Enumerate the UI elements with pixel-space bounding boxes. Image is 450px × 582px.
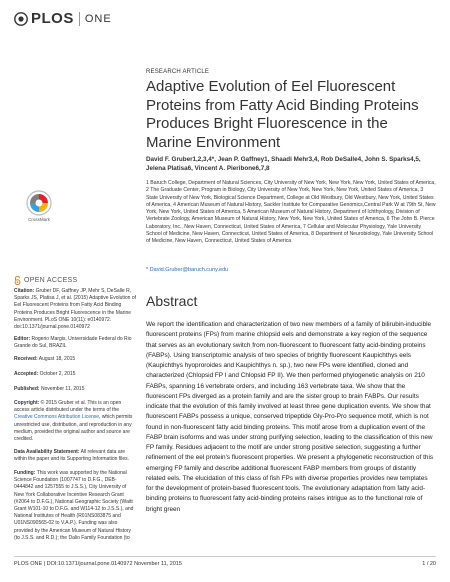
citation-label: Citation:: [14, 288, 35, 294]
received-block: [14, 356, 136, 363]
data-availability-label: Data Availability Statement:: [14, 449, 80, 455]
accepted-date: October 2, 2015: [39, 371, 76, 377]
received-label: Received:: [14, 356, 38, 362]
article-title: Adaptive Evolution of Eel Fluorescent Proteins from Fatty Acid Binding Proteins Produces Bright Fluorescence in the Marine Environment: [146, 78, 419, 151]
footer-divider: [14, 556, 436, 557]
copyright-text-post: , which permits unrestricted use, distribution, and reproduction in any medium, provided the original author and source are credited.: [14, 414, 133, 443]
abstract-body: We report the identification and characterization of two new members of a family of bilirubin-inducible fluorescent proteins (FPs) from marine chlopsid eels and demonstrate a key region of the sequence that serves as an evolutionary switch from non-fluorescent to fluorescent fatty acid-binding proteins (FABPs). Using transcriptomic analysis of two species of brightly fluorescent Kaupichthys eels (Kaupichthys hyoproroides and Kaupichthys n. sp.), two new FPs were identified, cloned and characterized (Chlopsid FP I and Chlopsid FP II). We then performed phylogenetic analysis on 210 FABPs, spanning 16 vertebrate orders, and including 163 vertebrate taxa. We show that the fluorescent FPs diverged as a protein family and are the sister group to brain FABPs. Our results indicate that the evolution of this family involved at least three gene duplication events. We show that fluorescent FABPs possess a unique, conserved tripeptide Gly-Pro-Pro sequence motif, which is not found in non-fluorescent fatty acid binding proteins. This motif arose from a duplication event of the FABP brain isoforms and was under strong purifying selection, leading to the classification of this new FP family. Residues adjacent to the motif are under strong positive selection, suggesting a further refinement of the eel protein's fluorescent properties. We present a phylogenetic reconstruction of this emerging FP family and describe additional fluorescent FABP members from groups of distantly related eels. The elucidation of this class of fish FPs with diverse properties provides new templates for the development of protein-based fluorescent tools. The evolutionary adaptation from fatty acid-binding proteins to fluorescent fatty acid-binding proteins raises intrigue as to the functional role of bright green: [146, 321, 434, 513]
published-block: [14, 386, 136, 393]
abstract-heading: Abstract: [146, 293, 198, 309]
received-date: August 18, 2015: [38, 356, 76, 362]
cc-license-link[interactable]: Creative Commons Attribution License: [14, 414, 100, 421]
funding-block: [14, 470, 136, 542]
published-date: November 11, 2015: [40, 386, 85, 392]
crossmark-icon: [26, 190, 52, 216]
copyright-block: [14, 400, 136, 443]
editor-label: Editor:: [14, 336, 31, 342]
accepted-block: [14, 371, 136, 378]
open-access-label: OPEN ACCESS: [24, 277, 78, 284]
editor-block: [14, 336, 136, 350]
published-label: Published:: [14, 386, 40, 392]
citation-block: [14, 288, 136, 331]
copyright-label: Copyright:: [14, 400, 40, 406]
logo-plos-text: PLOS: [31, 10, 74, 27]
page-number: 1 / 20: [422, 561, 436, 567]
footer-citation: PLOS ONE | DOI:10.1371/journal.pone.0140972 November 11, 2015: [14, 561, 182, 567]
data-availability-text: All relevant data are within the paper and its Supporting Information files.: [14, 449, 130, 463]
crossmark-label: CrossMark: [28, 217, 50, 222]
journal-logo: [14, 10, 112, 27]
plos-logo-icon: [14, 12, 28, 26]
open-lock-icon: [14, 276, 21, 285]
author-list: David F. Gruber1,2,3,4*, Jean P. Gaffney1, Shaadi Mehr3,4, Rob DeSalle4, John S. Sparks4,5, Jelena Platisa6, Vincent A. Pieribone6,7,8: [146, 156, 421, 172]
funding-text: This work was supported by the National Science Foundation (1007747 to D.F.G., DEB-0444842 and 1257555 to J.S.S.), City University of New York Collaborative Incentive Research Grant (#2064 to D.F.G.), National Geographic Society (Waitt Grant W101-10 to D.F.G. and W114-12 to J.S.S.), and National Institutes of Health (R01NS083875 and U01NS090565-02 to V.A.P.). Funding was also provided by the American Museum of Natural History (to J.S.S. and R.D.); the Dalio Family Foundation (to: [14, 470, 134, 541]
data-availability-block: [14, 449, 136, 463]
copyright-text-pre: © 2015 Gruber et al. This is an open access article distributed under the terms of the: [14, 400, 122, 414]
logo-one-text: ONE: [84, 12, 112, 25]
affiliations: 1 Baruch College, Department of Natural Sciences, City University of New York, New York, New York, United States of America, 2 The Graduate Center, Program in Biology, City University of New York, New York, New York, United States of America, 3 State University of New York, Biological Science Department, College at Old Westbury, Old Westbury, New York, United States of America, 4 American Museum of Natural History, Sackler Institute for Comparative Genomics,Central Park W at 79th St, New York, New York, United States of America, 5 American Museum of Natural History, Department of Ichthyology, Division of Vertebrate Zoology, American Museum of Natural History, New York, New York, United States of America, 6 The John B. Pierce Laboratory, Inc., New Haven, Connecticut, United States of America, 7 Cellular and Molecular Physiology, Yale University School of Medicine, New Haven, Connecticut, United States of America, 8 Department of Neurobiology, Yale University School of Medicine, New Haven, Connecticut, United States of America: [146, 180, 436, 245]
logo-divider: [79, 12, 80, 26]
article-type: RESEARCH ARTICLE: [146, 69, 210, 75]
funding-label: Funding:: [14, 470, 36, 476]
corresponding-email-link[interactable]: * David.Gruber@baruch.cuny.edu: [146, 267, 229, 273]
crossmark-badge[interactable]: [14, 190, 64, 222]
citation-text: Gruber DF, Gaffney JP, Mehr S, DeSalle R, Sparks JS, Platisa J, et al. (2015) Adaptive Evolution of Eel Fluorescent Proteins from Fatty Acid Binding Proteins Produces Bright Fluorescence in the Marine Environment. PLoS ONE 10(11): e0140972. doi:10.1371/journal.pone.0140972: [14, 288, 137, 331]
editor-text: Rogerio Margis, Universidade Federal do Rio Grande do Sul, BRAZIL: [14, 336, 132, 350]
open-access-badge: [14, 276, 77, 285]
accepted-label: Accepted:: [14, 371, 39, 377]
